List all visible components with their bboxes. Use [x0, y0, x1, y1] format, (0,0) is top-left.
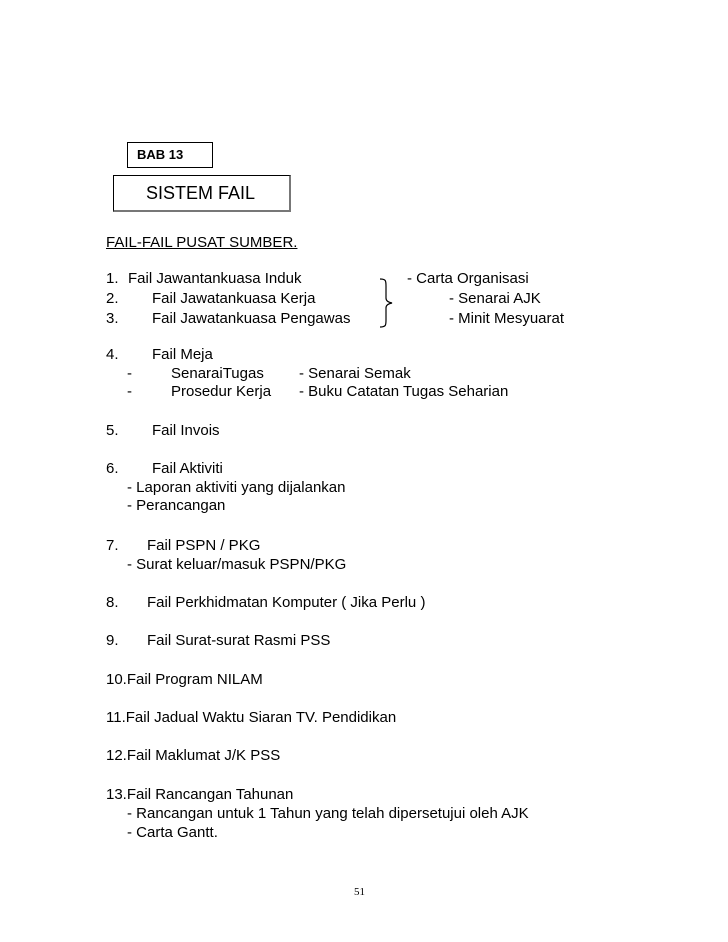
- item-1-related: - Carta Organisasi: [407, 270, 529, 287]
- item-4-sub-1-detail: - Senarai Semak: [299, 365, 411, 382]
- item-2-text: Fail Jawatankuasa Kerja: [152, 290, 316, 307]
- item-13-sub-1: - Rancangan untuk 1 Tahun yang telah dipersetujui oleh AJK: [127, 805, 529, 822]
- item-3-number: 3.: [106, 310, 119, 327]
- item-6-number: 6.: [106, 460, 119, 477]
- item-5-text: Fail Invois: [152, 422, 220, 439]
- item-6-text: Fail Aktiviti: [152, 460, 223, 477]
- right-brace-icon: [377, 278, 397, 328]
- item-12-text: 12.Fail Maklumat J/K PSS: [106, 747, 281, 764]
- item-1-number: 1.: [106, 270, 119, 287]
- item-7-number: 7.: [106, 537, 119, 554]
- item-6-sub-2: - Perancangan: [127, 497, 226, 514]
- chapter-number-box: [127, 142, 213, 168]
- item-1-text: Fail Jawantankuasa Induk: [128, 270, 302, 287]
- item-2-number: 2.: [106, 290, 119, 307]
- item-13-text: 13.Fail Rancangan Tahunan: [106, 786, 294, 803]
- item-4-sub-2-label: Prosedur Kerja: [171, 383, 272, 400]
- item-4-text: Fail Meja: [152, 346, 213, 363]
- item-10-text: 10.Fail Program NILAM: [106, 671, 263, 688]
- item-4-sub-2-detail: - Buku Catatan Tugas Seharian: [299, 383, 509, 400]
- item-7-text: Fail PSPN / PKG: [147, 537, 261, 554]
- section-heading: FAIL-FAIL PUSAT SUMBER.: [106, 234, 298, 251]
- item-11-text: 11.Fail Jadual Waktu Siaran TV. Pendidikan: [106, 709, 397, 726]
- chapter-title: SISTEM FAIL: [146, 183, 256, 203]
- item-4-number: 4.: [106, 346, 119, 363]
- page-number: 51: [354, 886, 365, 898]
- item-4-sub-1-label: SenaraiTugas: [171, 365, 264, 382]
- item-3-related: - Minit Mesyuarat: [449, 310, 565, 327]
- chapter-number-label: BAB 13: [137, 147, 184, 162]
- item-5-number: 5.: [106, 422, 119, 439]
- item-4-sub-2-dash: -: [127, 383, 132, 400]
- item-9-text: Fail Surat-surat Rasmi PSS: [147, 632, 331, 649]
- item-8-text: Fail Perkhidmatan Komputer ( Jika Perlu ): [147, 594, 426, 611]
- item-6-sub-1: - Laporan aktiviti yang dijalankan: [127, 479, 346, 496]
- item-7-sub-1: - Surat keluar/masuk PSPN/PKG: [127, 556, 347, 573]
- item-3-text: Fail Jawatankuasa Pengawas: [152, 310, 351, 327]
- chapter-title-box: [113, 175, 291, 212]
- item-8-number: 8.: [106, 594, 119, 611]
- item-13-sub-2: - Carta Gantt.: [127, 824, 218, 841]
- item-4-sub-1-dash: -: [127, 365, 132, 382]
- item-2-related: - Senarai AJK: [449, 290, 541, 307]
- item-9-number: 9.: [106, 632, 119, 649]
